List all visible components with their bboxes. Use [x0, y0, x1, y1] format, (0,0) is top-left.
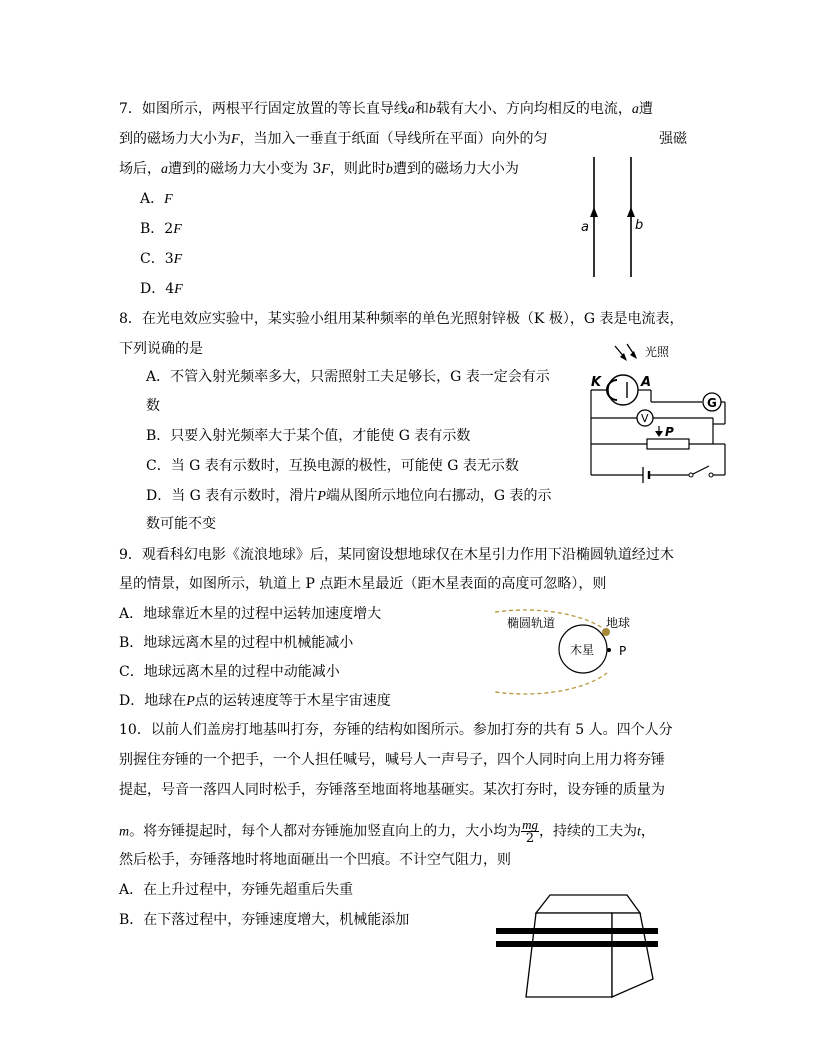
q7-option-b: B．2F — [140, 221, 182, 237]
q8-line2: 下列说确的是 — [119, 341, 203, 357]
q7-line3: 场后，a遭到的磁场力大小变为 3F，则此时b遭到的磁场力大小为 — [119, 161, 519, 177]
slider-p — [655, 431, 663, 437]
jupiter-label: 木星 — [570, 643, 595, 657]
rammer-figure — [494, 893, 660, 1003]
q9-option-b: B．地球远离木星的过程中机械能减小 — [119, 635, 354, 651]
q7-line2: 到的磁场力大小为F，当加入一垂直于纸面（导线所在平面）向外的匀 — [119, 131, 548, 147]
q9-option-a: A．地球靠近木星的过程中运转加速度增大 — [119, 606, 382, 622]
galvanometer-label: G — [707, 396, 717, 410]
point-p-dot — [607, 648, 611, 652]
photoelectric-circuit-figure — [585, 340, 730, 485]
q10-line2: 别握住夯锤的一个把手，一个人担任喊号，喊号人一声号子，四个人同时向上用力将夯锤 — [119, 752, 665, 768]
orbit-label: 椭圆轨道 — [507, 616, 556, 630]
q8-option-b: B．只要入射光频率大于某个值，才能使 G 表有示数 — [146, 428, 471, 444]
q8-option-c: C．当 G 表有示数时，互换电源的极性，可能使 G 表无示数 — [146, 458, 519, 474]
q10-line5: 然后松手，夯锤落地时将地面砸出一个凹痕。不计空气阻力，则 — [119, 852, 511, 868]
voltmeter-label: V — [641, 412, 649, 425]
parallel-wires-figure — [570, 155, 650, 280]
q8-option-a: A．不管入射光频率多大，只需照射工夫足够长，G 表一定会有示 — [146, 369, 550, 385]
light-label: 光照 — [645, 345, 670, 359]
q8-option-d-cont: 数可能不变 — [146, 516, 216, 532]
q10-option-b: B．在下落过程中，夯锤速度增大，机械能添加 — [119, 912, 410, 928]
q8-option-d: D．当 G 表有示数时，滑片P端从图所示地位向右挪动，G 表的示 — [146, 488, 552, 504]
q7-option-a: A．F — [140, 191, 173, 207]
q7-option-c: C．3F — [140, 251, 183, 267]
q8-line1: 8．在光电效应实验中，某实验小组用某种频率的单色光照射锌极（K 极），G 表是电流表， — [119, 311, 684, 327]
q8-option-a-cont: 数 — [146, 398, 160, 414]
rheostat — [647, 439, 689, 449]
anode-label: A — [641, 375, 652, 390]
q7-line2-end: 强磁 — [659, 131, 687, 147]
jupiter-orbit-figure — [495, 603, 655, 695]
wire-b-label: b — [635, 218, 644, 233]
q10-line4: m。将夯锤提起时，每个人都对夯锤施加竖直向上的力，大小均为 $\frac{mg}{2}$ ，持续的工夫为t， — [119, 817, 655, 846]
q7-line1: 7．如图所示，两根平行固定放置的等长直导线a和b载有大小、方向均相反的电流，a遭 — [119, 101, 653, 117]
slider-p-label: P — [665, 425, 674, 439]
q9-line2: 星的情景，如图所示，轨道上 P 点距木星最近（距木星表面的高度可忽略），则 — [119, 576, 607, 592]
q9-option-d: D．地球在P点的运转速度等于木星宇宙速度 — [119, 693, 391, 709]
q9-option-c: C．地球远离木星的过程中动能减小 — [119, 664, 340, 680]
force-fraction: $\frac{mg}{2}$ — [522, 817, 539, 846]
q10-line3: 提起，号音一落四人同时松手，夯锤落至地面将地基砸实。某次打夯时，设夯锤的质量为 — [119, 782, 665, 798]
earth-label: 地球 — [606, 616, 631, 630]
point-p-label: P — [619, 644, 627, 658]
wire-a-label: a — [581, 220, 589, 235]
q7-option-d: D．4F — [140, 281, 183, 297]
handle-bar-upper — [496, 928, 658, 934]
q10-option-a: A．在上升过程中，夯锤先超重后失重 — [119, 882, 354, 898]
cathode-label: K — [591, 375, 602, 390]
q9-line1: 9．观看科幻电影《流浪地球》后，某同窗设想地球仅在木星引力作用下沿椭圆轨道经过木 — [119, 547, 674, 563]
phototube — [608, 375, 638, 405]
handle-bar-lower — [496, 941, 658, 947]
q10-line1: 10．以前人们盖房打地基叫打夯，夯锤的结构如图所示。参加打夯的共有 5 人。四个人分 — [119, 722, 673, 738]
